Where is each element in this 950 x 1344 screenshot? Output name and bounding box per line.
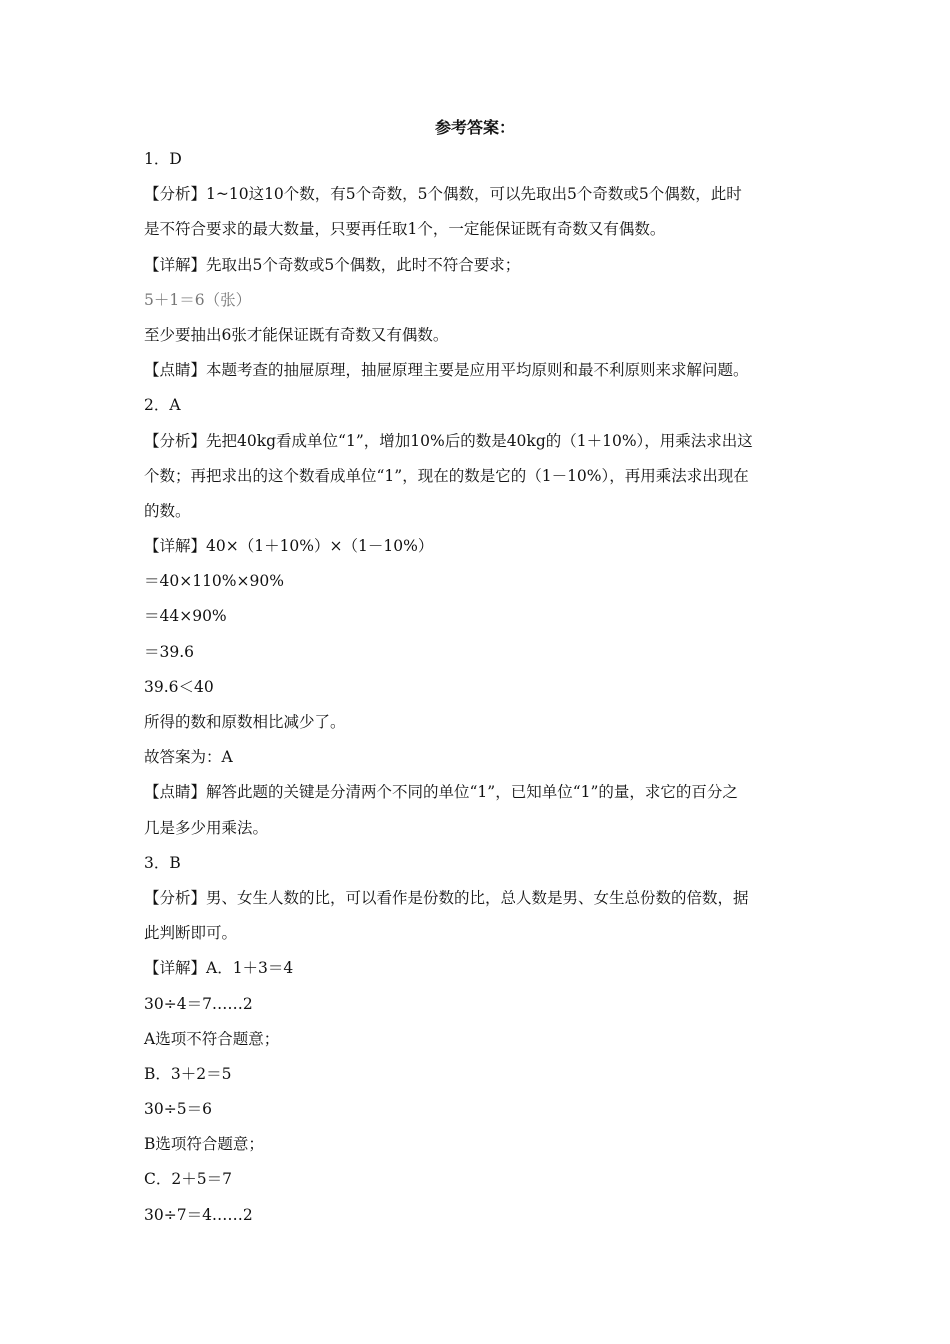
text-line: 【分析】男、女生人数的比，可以看作是份数的比，总人数是男、女生总份数的倍数，据: [144, 888, 749, 907]
text-line: 几是多少用乘法。: [144, 818, 269, 837]
text-line: 【分析】1~10这10个数，有5个奇数，5个偶数，可以先取出5个奇数或5个偶数，此时: [144, 185, 742, 204]
text-line: ＝44×90%: [144, 607, 227, 626]
text-line: 【点睛】本题考查的抽屉原理，抽屉原理主要是应用平均原则和最不利原则来求解问题。: [144, 361, 749, 380]
answer-content: [144, 142, 812, 1233]
text-line: 1．D: [144, 150, 182, 168]
text-line: 个数；再把求出的这个数看成单位“1”，现在的数是它的（1－10%），再用乘法求出现在: [144, 466, 749, 485]
text-line: 2．A: [144, 396, 181, 415]
text-line: 至少要抽出6张才能保证既有奇数又有偶数。: [144, 325, 449, 344]
text-line: 【点睛】解答此题的关键是分清两个不同的单位“1”，已知单位“1”的量，求它的百分之: [144, 783, 738, 802]
text-line: 此判断即可。: [144, 924, 238, 943]
text-line: ＝40×110%×90%: [144, 572, 284, 591]
text-line: 【分析】先把40kg看成单位“1”，增加10%后的数是40kg的（1＋10%），用乘法求出这: [144, 431, 753, 450]
text-line: 30÷7＝4……2: [144, 1205, 253, 1224]
formula-line: 5＋1＝6（张）: [144, 290, 252, 309]
text-line: C．2＋5＝7: [144, 1170, 232, 1189]
text-line: B．3＋2＝5: [144, 1064, 232, 1083]
text-line: 30÷5＝6: [144, 1100, 212, 1119]
text-line: 所得的数和原数相比减少了。: [144, 713, 346, 731]
text-line: 30÷4＝7……2: [144, 994, 253, 1013]
text-line: 【详解】40×（1＋10%）×（1－10%）: [144, 537, 434, 556]
text-line: 故答案为：A: [144, 748, 233, 767]
text-line: 3．B: [144, 853, 181, 872]
text-line: 是不符合要求的最大数量，只要再任取1个，一定能保证既有奇数又有偶数。: [144, 220, 666, 239]
text-line: A选项不符合题意；: [144, 1029, 280, 1048]
text-line: 39.6＜40: [144, 677, 214, 696]
page-title: 参考答案：: [434, 118, 515, 137]
text-line: 的数。: [144, 501, 191, 520]
text-line: B选项符合题意；: [144, 1135, 264, 1154]
text-line: 【详解】A．1＋3＝4: [144, 959, 294, 978]
text-line: 【详解】先取出5个奇数或5个偶数，此时不符合要求；: [144, 255, 521, 274]
text-line: ＝39.6: [144, 642, 195, 661]
